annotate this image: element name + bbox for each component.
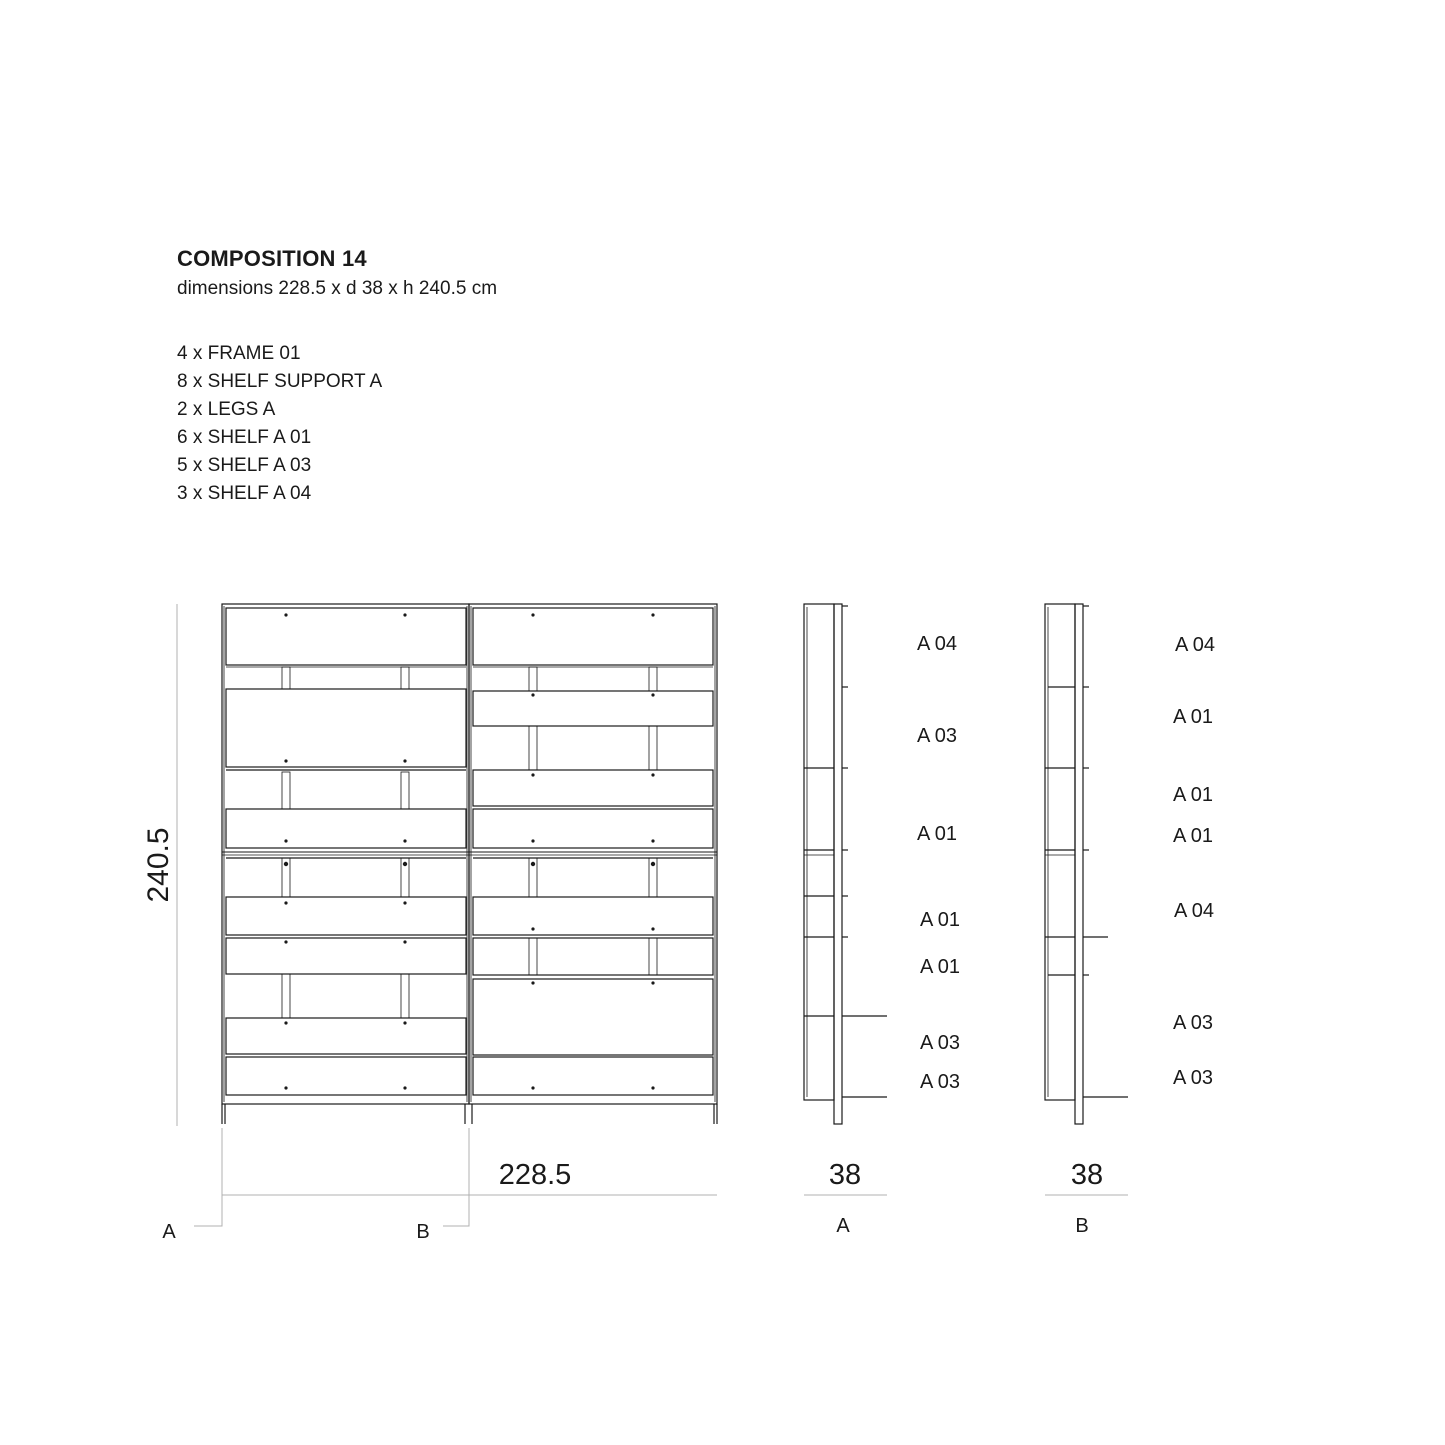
side-b-shelf-label: A 04 bbox=[1175, 634, 1216, 656]
side-view-a bbox=[804, 604, 887, 1124]
side-b-shelf-label: A 01 bbox=[1173, 706, 1214, 728]
side-b-shelf-label: A 01 bbox=[1173, 784, 1214, 806]
side-view-a-labels bbox=[917, 633, 960, 1093]
side-a-shelf-label: A 03 bbox=[920, 1071, 961, 1093]
width-dimension-label: 228.5 bbox=[498, 1159, 572, 1191]
side-a-shelf-label: A 01 bbox=[920, 909, 961, 931]
depth-dimension-a bbox=[804, 1159, 887, 1237]
side-view-a-marker: A bbox=[836, 1215, 850, 1237]
side-a-shelf-label: A 01 bbox=[917, 823, 958, 845]
side-a-shelf-label: A 03 bbox=[920, 1032, 961, 1054]
depth-dimension-a-label: 38 bbox=[828, 1159, 862, 1191]
part-name: LEGS A bbox=[207, 399, 276, 420]
front-view-markers bbox=[162, 1128, 469, 1243]
part-quantity: 8 x bbox=[177, 371, 208, 392]
composition-dimensions: dimensions 228.5 x d 38 x h 240.5 cm bbox=[177, 278, 498, 299]
part-quantity: 6 x bbox=[177, 427, 208, 448]
part-quantity: 4 x bbox=[177, 343, 208, 364]
side-view-b-marker: B bbox=[1075, 1215, 1089, 1237]
depth-dimension-b bbox=[1045, 1159, 1128, 1237]
frame-right bbox=[469, 604, 717, 1104]
height-dimension bbox=[142, 604, 177, 1126]
front-elevation bbox=[222, 604, 717, 1124]
side-view-b-labels bbox=[1173, 634, 1215, 1089]
part-name: SHELF A 01 bbox=[207, 427, 312, 448]
part-name: SHELF SUPPORT A bbox=[207, 371, 383, 392]
side-b-shelf-label: A 04 bbox=[1174, 900, 1215, 922]
side-a-shelf-label: A 03 bbox=[917, 725, 958, 747]
view-marker-a: A bbox=[162, 1221, 176, 1243]
part-name: SHELF A 04 bbox=[207, 483, 312, 504]
height-dimension-label: 240.5 bbox=[142, 827, 175, 903]
side-view-b bbox=[1045, 604, 1128, 1124]
frame-left bbox=[222, 604, 469, 1104]
part-name: SHELF A 03 bbox=[207, 455, 312, 476]
legs bbox=[222, 1104, 717, 1124]
composition-title: COMPOSITION 14 bbox=[177, 246, 367, 271]
side-b-shelf-label: A 03 bbox=[1173, 1067, 1214, 1089]
depth-dimension-b-label: 38 bbox=[1070, 1159, 1104, 1191]
side-a-shelf-label: A 01 bbox=[920, 956, 961, 978]
side-a-shelf-label: A 04 bbox=[917, 633, 958, 655]
part-name: FRAME 01 bbox=[207, 343, 301, 364]
part-quantity: 2 x bbox=[177, 399, 208, 420]
side-b-shelf-label: A 03 bbox=[1173, 1012, 1214, 1034]
side-b-shelf-label: A 01 bbox=[1173, 825, 1214, 847]
part-quantity: 5 x bbox=[177, 455, 208, 476]
view-marker-b: B bbox=[416, 1221, 430, 1243]
part-quantity: 3 x bbox=[177, 483, 208, 504]
